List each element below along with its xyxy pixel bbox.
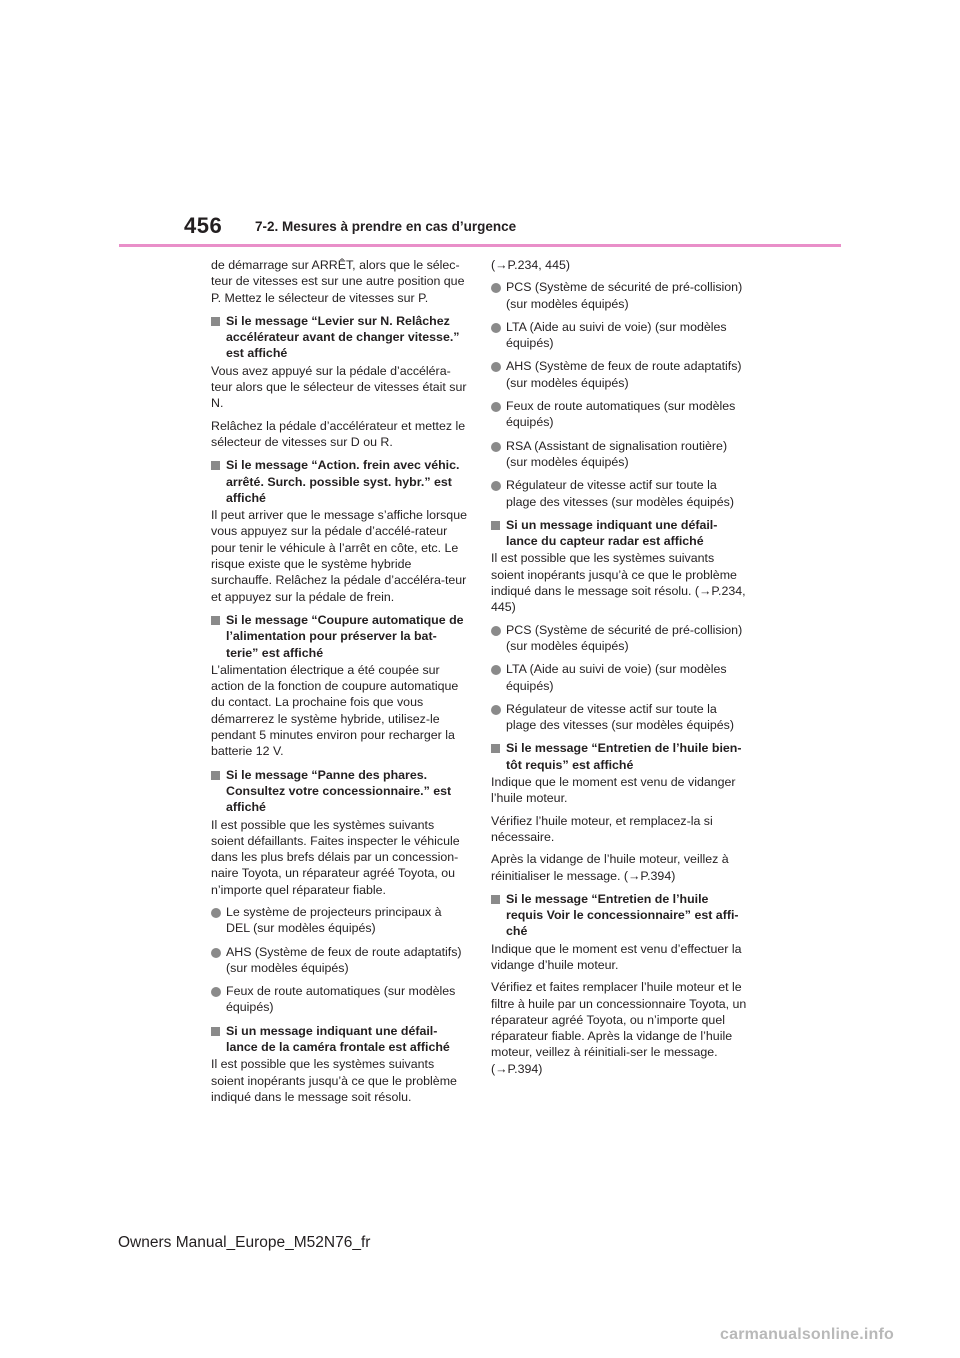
bullet-text: RSA (Assistant de signalisation routière) (sur modèles équipés) [506, 438, 728, 469]
right-column [491, 257, 748, 1083]
bullet-dot-icon [491, 705, 501, 715]
section-heading [211, 1023, 468, 1056]
bullet-dot-icon [491, 362, 501, 372]
section-heading [491, 517, 748, 550]
heading-text: Si un message indiquant une défail-lance de la caméra frontale est affiché [226, 1023, 450, 1055]
section-title: 7-2. Mesures à prendre en cas d’urgence [255, 219, 517, 234]
heading-text: Si le message “Coupure automatique de l’alimentation pour préserver la bat-terie” est affiché [226, 612, 464, 660]
paragraph-text: Il est possible que les systèmes suivants soient inopérants jusqu’à ce que le problème indiqué dans le message soit résolu. (→P.234, 445) [491, 551, 746, 615]
bullet-text: AHS (Système de feux de route adaptatifs) (sur modèles équipés) [506, 359, 742, 390]
square-marker-icon [211, 461, 220, 470]
bullet-item [491, 701, 748, 734]
heading-text: Si le message “Levier sur N. Relâchez accélérateur avant de changer vitesse.” est affiché [226, 313, 460, 361]
bullet-text: PCS (Système de sécurité de pré-collision) (sur modèles équipés) [506, 280, 743, 311]
bullet-text: AHS (Système de feux de route adaptatifs) (sur modèles équipés) [226, 944, 462, 975]
section-heading [211, 457, 468, 506]
paragraph-text: L’alimentation électrique a été coupée sur action de la fonction de coupure automatique du contact. La prochaine fois que vous démarrerez le système hybride, utilisez-le pendant 5 minutes environ pour recharger la batterie 12 V. [211, 662, 459, 759]
paragraph-text: Vérifiez et faites remplacer l’huile moteur et le filtre à huile par un concessionnaire Toyota, un réparateur agréé Toyota, ou n’importe quel réparateur fiable. Après la vidange de l’huile moteur, veillez à réinitiali-ser le message. (→P.394) [491, 980, 747, 1076]
bullet-item [491, 279, 748, 312]
paragraph-text: Après la vidange de l’huile moteur, veillez à réinitialiser le message. (→P.394) [491, 852, 729, 883]
heading-text: Si le message “Panne des phares. Consultez votre concessionnaire.” est affiché [226, 767, 452, 815]
body-paragraph [211, 1056, 468, 1105]
section-heading [211, 612, 468, 661]
left-column [211, 257, 468, 1111]
bullet-dot-icon [211, 908, 221, 918]
paragraph-text: Vérifiez l’huile moteur, et remplacez-la si nécessaire. [491, 813, 713, 844]
bullet-dot-icon [491, 626, 501, 636]
body-paragraph [211, 507, 468, 605]
section-heading [491, 740, 748, 773]
bullet-text: Régulateur de vitesse actif sur toute la plage des vitesses (sur modèles équipés) [506, 478, 734, 509]
bullet-item [211, 944, 468, 977]
square-marker-icon [211, 317, 220, 326]
square-marker-icon [491, 521, 500, 530]
bullet-item [491, 622, 748, 655]
square-marker-icon [211, 616, 220, 625]
body-paragraph [491, 979, 748, 1077]
bullet-dot-icon [211, 948, 221, 958]
bullet-item [491, 398, 748, 431]
body-paragraph [211, 257, 468, 306]
section-heading [491, 891, 748, 940]
square-marker-icon [211, 771, 220, 780]
bullet-dot-icon [491, 442, 501, 452]
bullet-text: Feux de route automatiques (sur modèles équipés) [226, 984, 456, 1015]
bullet-item [211, 904, 468, 937]
body-paragraph [491, 813, 748, 846]
body-paragraph [491, 851, 748, 884]
bullet-text: LTA (Aide au suivi de voie) (sur modèles équipés) [506, 319, 727, 351]
square-marker-icon [491, 744, 500, 753]
square-marker-icon [491, 895, 500, 904]
header-rule [119, 244, 841, 247]
body-paragraph [491, 550, 748, 615]
paragraph-text: Vous avez appuyé sur la pédale d’accéléra-teur alors que le sélecteur de vitesses était sur N. [211, 363, 467, 411]
body-paragraph [491, 774, 748, 807]
bullet-text: Régulateur de vitesse actif sur toute la plage des vitesses (sur modèles équipés) [506, 701, 734, 733]
page-number: 456 [184, 213, 223, 238]
paragraph-text: Il peut arriver que le message s’affiche lorsque vous appuyez sur la pédale d’accélé-rateur pour tenir le véhicule à l’arrêt en côte, etc. Le risque existe que le système hybride surchauffe. Relâchez la pédale d’accéléra-teur et appuyez sur la pédale de frein. [211, 508, 467, 604]
bullet-dot-icon [491, 323, 501, 333]
bullet-dot-icon [491, 402, 501, 412]
heading-text: Si le message “Entretien de l’huile bien-tôt requis” est affiché [506, 741, 742, 772]
heading-text: Si le message “Entretien de l’huile requis Voir le concessionnaire” est affi-ché [506, 891, 739, 939]
bullet-item [211, 983, 468, 1016]
body-paragraph [211, 662, 468, 760]
body-paragraph [211, 817, 468, 898]
body-paragraph [491, 941, 748, 974]
bullet-text: PCS (Système de sécurité de pré-collision) (sur modèles équipés) [506, 622, 743, 653]
bullet-dot-icon [491, 665, 501, 675]
bullet-text: Feux de route automatiques (sur modèles équipés) [506, 399, 736, 430]
heading-text: Si un message indiquant une défail-lance du capteur radar est affiché [506, 517, 718, 549]
paragraph-text: Il est possible que les systèmes suivants soient défaillants. Faites inspecter le véhicule dans les plus brefs délais par un concession-naire Toyota, un réparateur agréé Toyota, ou n’importe quel réparateur fiable. [211, 817, 460, 897]
paragraph-text: Indique que le moment est venu d’effectuer la vidange d’huile moteur. [491, 941, 742, 972]
watermark: carmanualsonline.info [720, 1326, 895, 1343]
bullet-text: LTA (Aide au suivi de voie) (sur modèles équipés) [506, 662, 727, 693]
bullet-dot-icon [211, 987, 221, 997]
paragraph-text: Il est possible que les systèmes suivants soient inopérants jusqu’à ce que le problème indiqué dans le message soit résolu. [211, 1057, 457, 1104]
bullet-item [491, 319, 748, 352]
paragraph-text: de démarrage sur ARRÊT, alors que le sélec-teur de vitesses est sur une autre position que P. Mettez le sélecteur de vitesses sur P. [211, 258, 465, 305]
body-paragraph [211, 418, 468, 451]
bullet-dot-icon [491, 283, 501, 293]
body-paragraph [211, 363, 468, 412]
section-heading [211, 313, 468, 362]
section-heading [211, 767, 468, 816]
paragraph-text: Indique que le moment est venu de vidanger l’huile moteur. [491, 775, 736, 806]
bullet-dot-icon [491, 481, 501, 491]
paragraph-text: (→P.234, 445) [491, 258, 570, 272]
bullet-item [491, 358, 748, 391]
paragraph-text: Relâchez la pédale d’accélérateur et mettez le sélecteur de vitesses sur D ou R. [211, 418, 466, 449]
footer-manual-id: Owners Manual_Europe_M52N76_fr [118, 1234, 371, 1251]
heading-text: Si le message “Action. frein avec véhic. arrêté. Surch. possible syst. hybr.” est affiché [226, 458, 460, 505]
bullet-item [491, 438, 748, 471]
bullet-item [491, 477, 748, 510]
square-marker-icon [211, 1027, 220, 1036]
body-paragraph [491, 257, 748, 273]
bullet-item [491, 661, 748, 694]
bullet-text: Le système de projecteurs principaux à DEL (sur modèles équipés) [226, 904, 442, 936]
